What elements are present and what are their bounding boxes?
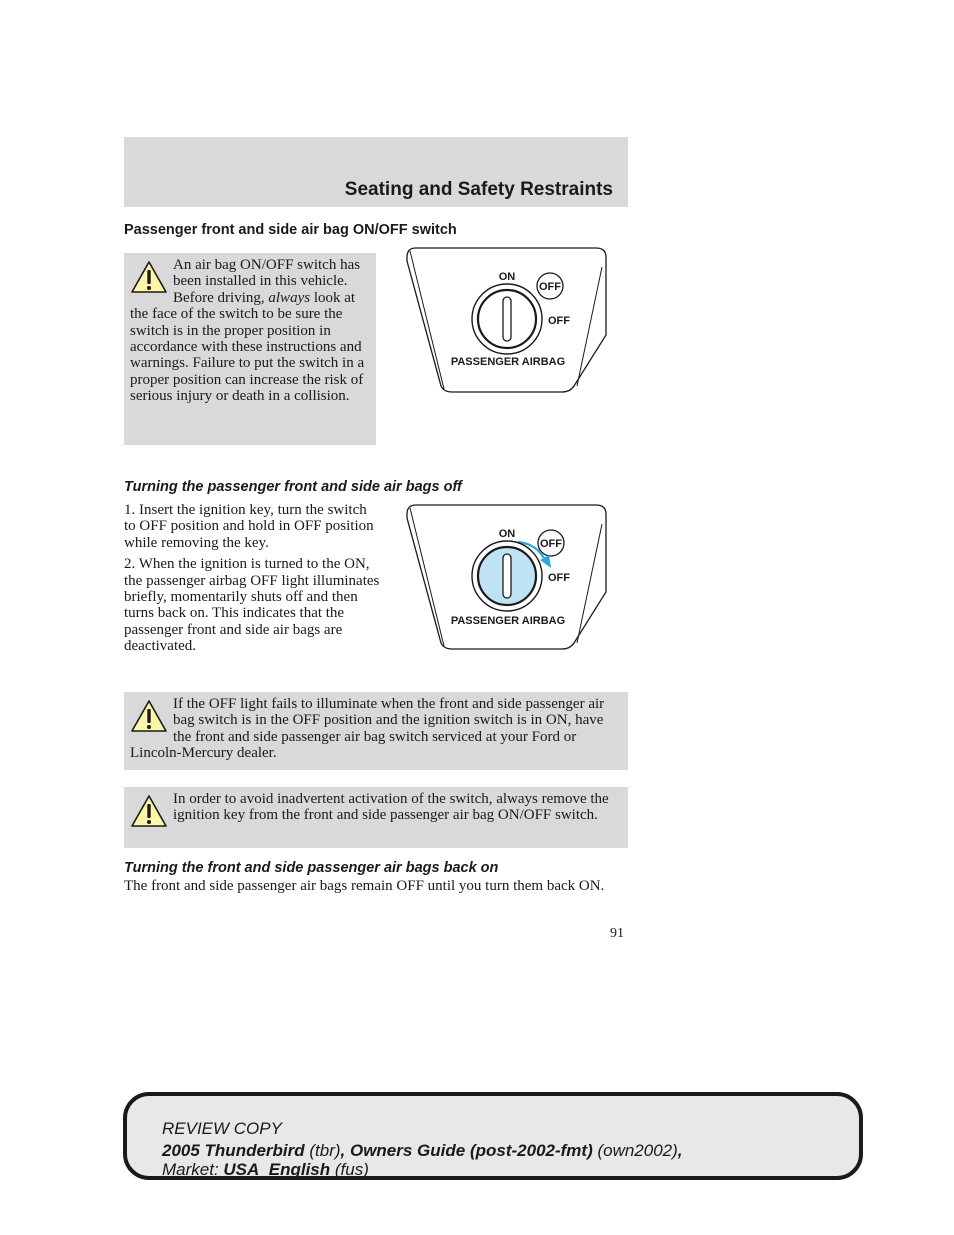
warning-triangle-icon [130, 794, 168, 828]
warning-triangle-icon [130, 699, 168, 733]
warning-box [124, 692, 628, 770]
warning-triangle-icon [130, 260, 168, 294]
switch-off-label: OFF [548, 572, 570, 584]
footer-model-line: 2005 Thunderbird (tbr), Owners Guide (post-2002-fmt) (own2002), [162, 1141, 683, 1160]
off-indicator-label: OFF [540, 538, 562, 550]
step-2: 2. When the ignition is turned to the ON, the passenger airbag OFF light illuminates briefly, momentarily shuts off and then turns back on. This indicates that the passenger front and side air bags are deactivated. [124, 556, 380, 655]
passenger-airbag-caption: PASSENGER AIRBAG [450, 615, 566, 627]
airbag-switch-diagram [406, 247, 608, 395]
switch-on-label: ON [498, 528, 516, 540]
warning-box [124, 253, 376, 445]
warning-text: If the OFF light fails to illuminate when the front and side passenger air bag switch is in the OFF position and the ignition switch is in ON, have the front and side passenger air bag switch serviced at your Ford or Lincoln-Mercury dealer. [130, 696, 605, 762]
airbag-switch-diagram-off [406, 504, 608, 652]
emphasis-always: always [268, 289, 311, 306]
footer-review-copy: REVIEW COPY [162, 1119, 282, 1138]
body-paragraph: The front and side passenger air bags remain OFF until you turn them back ON. [124, 878, 605, 894]
off-indicator-label: OFF [539, 281, 561, 293]
key-slot [503, 554, 511, 598]
key-slot [503, 297, 511, 341]
page-title: Seating and Safety Restraints [344, 179, 613, 200]
section-heading-back-on: Turning the front and side passenger air bags back on [124, 860, 499, 876]
warning-text: In order to avoid inadvertent activation of the switch, always remove the ignition key from the front and side passenger air bag ON/OFF switch. [124, 787, 628, 824]
header-band [124, 137, 628, 207]
switch-off-label: OFF [548, 315, 570, 327]
section-heading: Passenger front and side air bag ON/OFF switch [124, 222, 457, 238]
section-heading-turning-off: Turning the passenger front and side air bags off [124, 479, 462, 495]
page-number: 91 [610, 926, 624, 941]
warning-box [124, 787, 628, 848]
step-list [124, 502, 380, 655]
switch-on-label: ON [498, 271, 516, 283]
footer-market-line: Market: USA_English (fus) [162, 1160, 369, 1179]
warning-text: An air bag ON/OFF switch has been installed in this vehicle. Before driving, always look at the face of the switch to be sure the switch is in the proper position in accordance with these instructions and warnings. Failure to put the switch in a proper position can increase the risk of serious injury or death in a collision. [130, 257, 365, 405]
passenger-airbag-caption: PASSENGER AIRBAG [450, 356, 566, 368]
step-1: 1. Insert the ignition key, turn the switch to OFF position and hold in OFF position while removing the key. [124, 502, 374, 551]
